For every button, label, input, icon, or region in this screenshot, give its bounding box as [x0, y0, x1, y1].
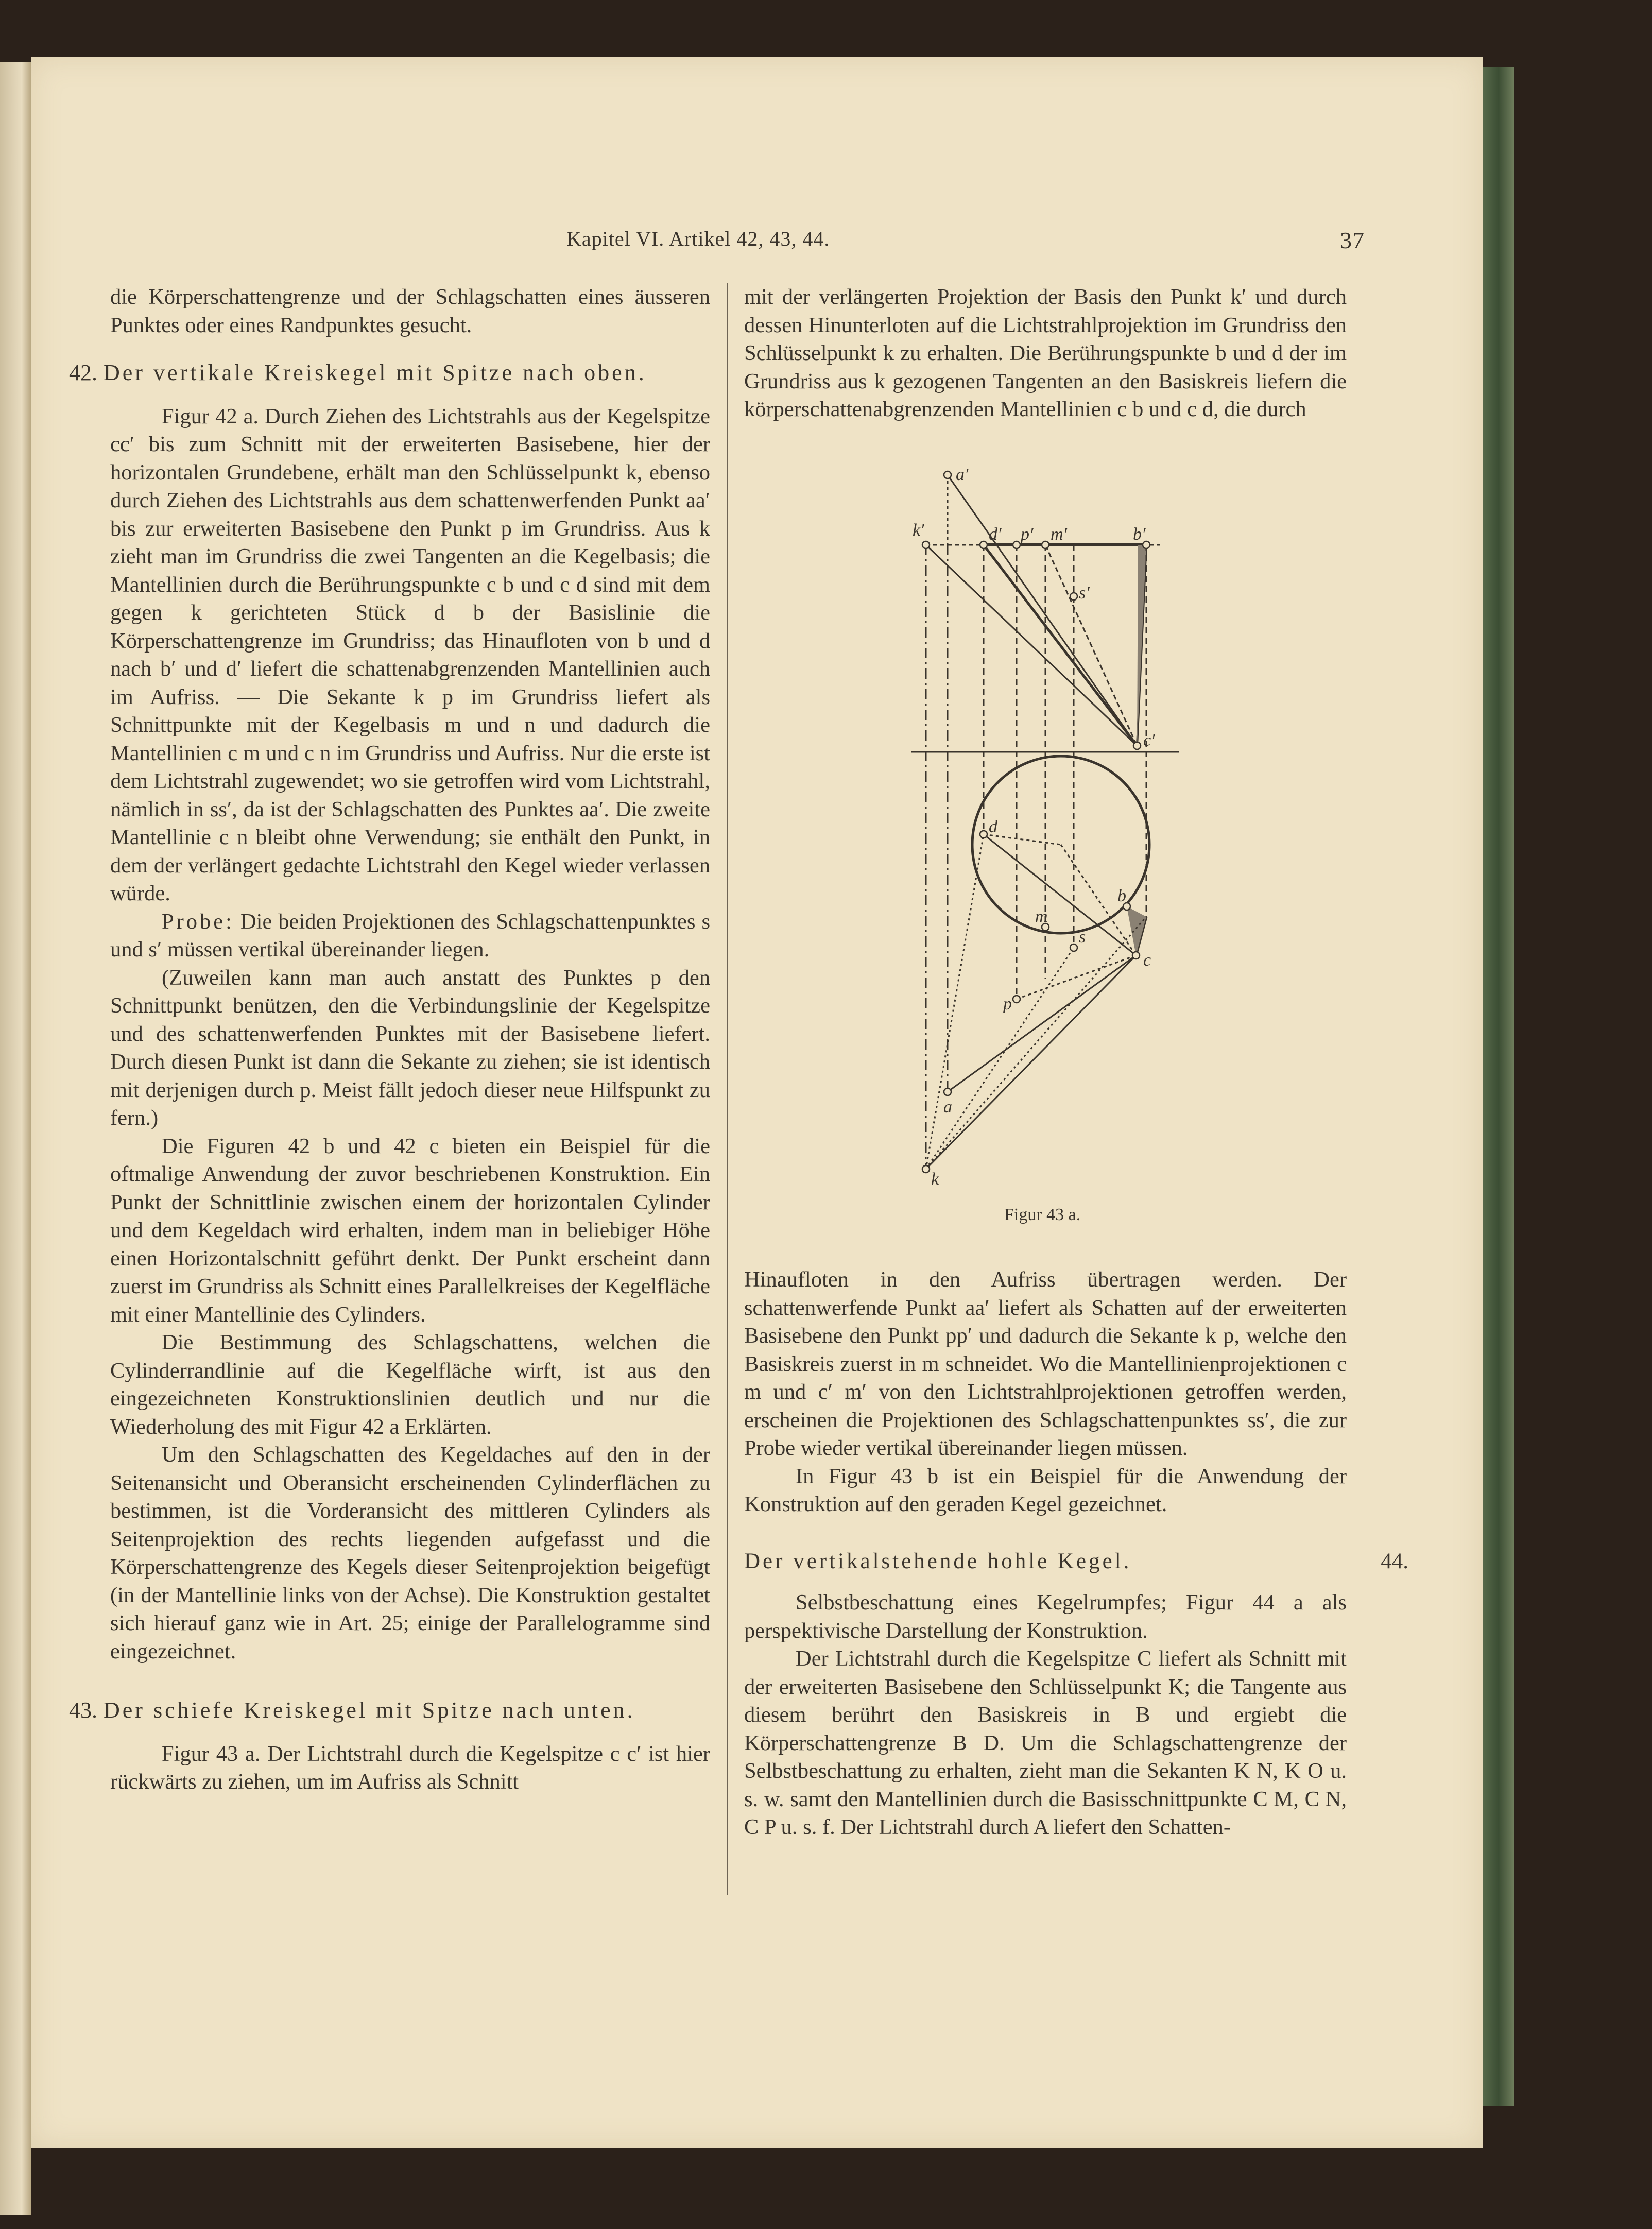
label-d: d: [989, 817, 997, 836]
label-c-prime: c′: [1143, 731, 1155, 750]
label-b: b: [1117, 886, 1126, 905]
paragraph: Figur 43 a. Der Lichtstrahl durch die Kegelspitze c c′ ist hier rückwärts zu ziehen, um im Aufriss als Schnitt: [110, 1741, 710, 1794]
tangent-k-c: [926, 955, 1136, 1169]
label-c: c: [1143, 951, 1151, 970]
section-title: Der schiefe Kreiskegel mit Spitze nach unten.: [104, 1698, 635, 1723]
mantle-line-cd-plan: [984, 834, 1136, 955]
label-k-prime: k′: [913, 521, 924, 540]
section-number: 42.: [69, 360, 97, 385]
paragraph: (Zuweilen kann man auch anstatt des Punktes p den Schnittpunkt benützen, den die Verbindungslinie der Kegelspitze und des schattenwerfenden Punktes mit der Basisebene liefert. Durch diesen Punkt ist dann die Sekante zu ziehen; sie ist identisch mit derjenigen durch p. Meist fällt jedoch dieser neue Hilfspunkt zu fern.): [110, 965, 710, 1130]
probe-text: Die beiden Projektionen des Schlagschattenpunktes s und s′ müssen vertikal übereinander liegen.: [110, 909, 710, 962]
paragraph: Die Bestimmung des Schlagschattens, welchen die Cylinderrandlinie auf die Kegelfläche wirft, ist aus den eingezeichneten Konstruktionslinien deutlich und nur die Wiederholung des mit Figur 42 a Erklärten.: [110, 1330, 710, 1439]
label-m-prime: m′: [1051, 525, 1067, 544]
label-a-prime: a′: [956, 465, 969, 484]
point-k: [922, 1165, 930, 1173]
page-number: 37: [1340, 227, 1365, 253]
section-number: 43.: [69, 1698, 97, 1723]
label-s-prime: s′: [1079, 584, 1090, 603]
label-d-prime: d′: [989, 525, 1002, 544]
line-p-c: [1017, 955, 1136, 999]
point-p: [1013, 996, 1020, 1003]
label-p: p: [1003, 995, 1012, 1014]
tangent-k-b: [926, 917, 1146, 1169]
header-title: Kapitel VI. Artikel 42, 43, 44.: [566, 227, 830, 250]
point-c: [1132, 952, 1140, 959]
point-d-prime: [980, 541, 987, 548]
section-heading-43: [69, 1696, 710, 1725]
paragraph: Der Lichtstrahl durch die Kegelspitze C liefert als Schnitt mit der erweiterten Basisebene den Schlüsselpunkt K; die Tangente aus diesem berührt den Basiskreis in B und ergiebt die Körperschattengrenze B D. Um die Schlagschattengrenze der Selbstbeschattung zu erhalten, zieht man die Sekanten K N, K O u. s. w. samt den Mantellinien durch die Basisschnittpunkte C M, C N, C P u. s. f. Der Lichtstrahl durch A liefert den Schatten-: [744, 1647, 1347, 1839]
figure-caption: Figur 43 a.: [1004, 1205, 1081, 1224]
point-c-prime: [1133, 742, 1141, 749]
point-m-prime: [1042, 541, 1049, 548]
paragraph: Hinaufloten in den Aufriss übertragen werden. Der schattenwerfende Punkt aa′ liefert als Schatten auf der erweiterten Basisebene den Punkt pp′ und dadurch die Sekante k p, welche den Basiskreis zuerst in m schneidet. Wo die Mantellinienprojektionen c m und c′ m′ von den Lichtstrahlprojektionen getroffen werden, erscheinen die Projektionen des Schlagschattenpunktes ss′, die zur Probe wieder vertikal übereinander liegen müssen.: [744, 1267, 1347, 1460]
book-cover-edge: [1483, 67, 1514, 2106]
point-k-prime: [922, 541, 930, 548]
point-p-prime: [1013, 541, 1020, 548]
light-ray-a: [948, 475, 1137, 746]
point-a: [944, 1088, 951, 1095]
paragraph: Selbstbeschattung eines Kegelrumpfes; Figur 44 a als perspektivische Darstellung der Konstruktion.: [744, 1590, 1347, 1643]
right-column-top: [744, 283, 1347, 424]
paragraph: mit der verlängerten Projektion der Basis den Punkt k′ und durch dessen Hinunterloten auf die Lichtstrahlprojektion im Grundriss den Schlüsselpunkt k zu erhalten. Die Berührungspunkte b und d der im Grundriss aus k gezogenen Tangenten an den Basiskreis liefern die körperschattenabgrenzenden Mantellinien c b und c d, die durch: [744, 285, 1347, 421]
section-number: 44.: [1381, 1549, 1408, 1573]
section-heading-44: [744, 1548, 1408, 1576]
cone-edge-left: [984, 545, 1137, 746]
point-d: [980, 831, 987, 838]
paragraph: Um den Schlagschatten des Kegeldaches auf den in der Seitenansicht und Oberansicht erscheinenden Cylinderflächen zu bestimmen, ist die Vorderansicht des mittleren Cylinders als Seitenprojektion des rechts liegenden aufgefasst und die Körperschattengrenze des Kegels dieser Seitenprojektion beigefügt (in der Mantellinie links von der Achse). Die Konstruktion gestaltet sich hierauf ganz wie in Art. 25; einige der Parallelogramme sind eingezeichnet.: [110, 1443, 710, 1664]
label-m: m: [1035, 907, 1048, 926]
label-p-prime: p′: [1021, 525, 1034, 544]
paragraph: In Figur 43 b ist ein Beispiel für die Anwendung der Konstruktion auf den geraden Kegel gezeichnet.: [744, 1464, 1347, 1516]
paragraph: die Körperschattengrenze und der Schlagschatten eines äusseren Punktes oder eines Randpunktes gesucht.: [110, 285, 710, 337]
column-rule: [727, 283, 728, 1895]
label-a: a: [943, 1098, 952, 1117]
point-s-prime: [1070, 593, 1077, 600]
probe-paragraph: [110, 908, 710, 964]
light-ray-k: [926, 545, 1137, 746]
right-column-bottom: [744, 1266, 1408, 1842]
left-column: [69, 283, 710, 1796]
section-title: Der vertikalstehende hohle Kegel.: [744, 1549, 1132, 1573]
point-a-prime: [944, 471, 951, 478]
paragraph: Figur 42 a. Durch Ziehen des Lichtstrahls aus der Kegelspitze cc′ bis zum Schnitt mit der erweiterten Basisebene, hier der horizontalen Grundebene, erhält man den Schlüsselpunkt k, ebenso durch Ziehen des Lichtstrahls aus dem schattenwerfenden Punkt aa′ bis zur erweiterten Basisebene den Punkt p im Grundriss. Aus k zieht man im Grundriss die zwei Tangenten an die Kegelbasis; die Mantellinien durch die Berührungspunkte c b und c d sind mit dem gegen k gerichteten Stück d b der Basislinie die Körperschattengrenze im Grundriss; das Hinaufloten von b und d nach b′ und d′ liefert die schattenabgrenzenden Mantellinien auch im Aufriss. — Die Sekante k p im Grundriss liefert als Schnittpunkte mit der Kegelbasis m und n und dadurch die Mantellinien c m und c n im Grundriss und Aufriss. Nur die erste ist dem Lichtstrahl zugewendet; wo sie getroffen wird vom Lichtstrahl, nämlich in ss′, da ist der Schlagschatten des Punktes aa′. Die zweite Mantellinie c n bleibt ohne Verwendung; sie enthält den Punkt, in dem der verlängert gedachte Lichtstrahl den Kegel wieder verlassen würde.: [110, 404, 710, 905]
label-b-prime: b′: [1133, 525, 1146, 544]
light-ray-a-plan: [948, 955, 1136, 1092]
paragraph: Die Figuren 42 b und 42 c bieten ein Beispiel für die oftmalige Anwendung der zuvor beschriebenen Konstruktion. Ein Punkt der Schnittlinie zwischen einem der horizontalen Cylinder und dem Kegeldach wird erhalten, indem man in beliebiger Höhe einen Horizontalschnitt geführt denkt. Der Punkt erscheint dann zuerst im Grundriss als Schnitt eines Parallelkreises der Kegelfläche mit einer Mantellinie des Cylinders.: [110, 1134, 710, 1327]
point-s: [1070, 944, 1077, 951]
probe-label: Probe:: [162, 909, 234, 934]
section-heading-42: [69, 359, 710, 387]
section-title: Der vertikale Kreiskegel mit Spitze nach oben.: [104, 360, 647, 385]
label-k: k: [931, 1170, 939, 1189]
figure-43a-diagram: [911, 464, 1179, 1215]
label-s: s: [1079, 928, 1086, 947]
left-page-edge: [0, 62, 31, 2215]
